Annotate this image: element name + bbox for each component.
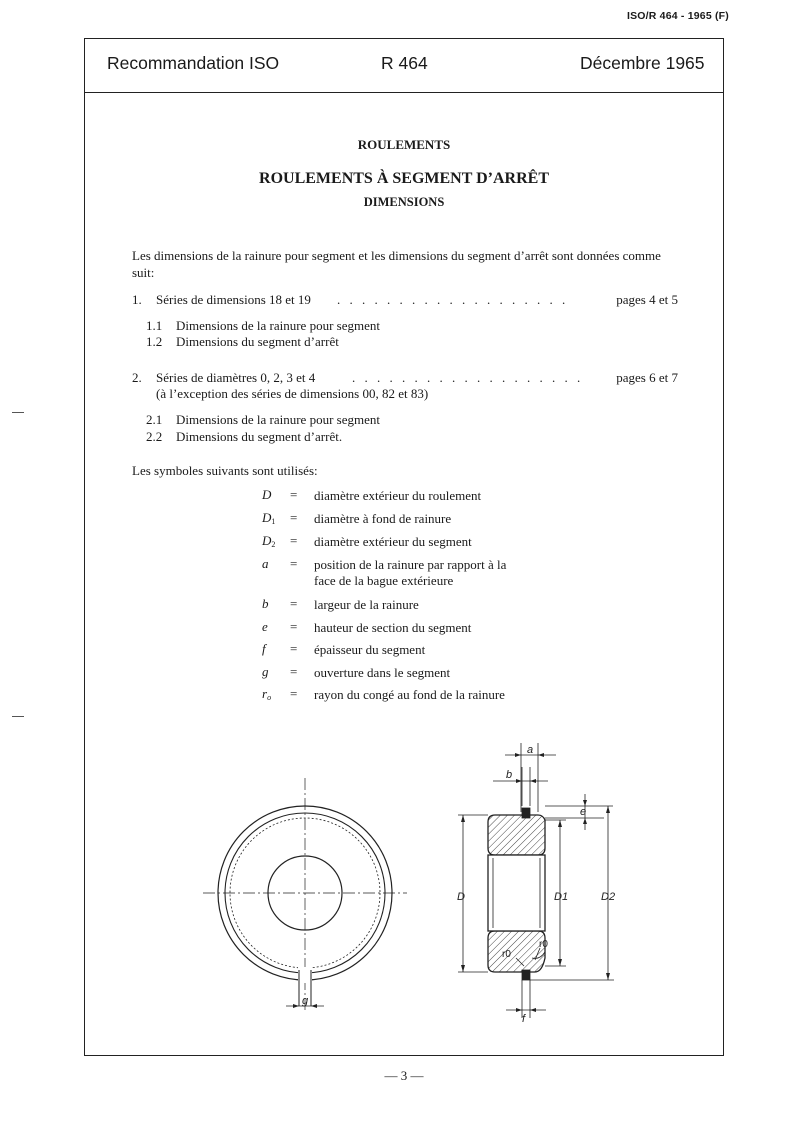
definition-b: largeur de la rainure bbox=[314, 597, 419, 612]
item-2-2-text: Dimensions du segment d’arrêt. bbox=[176, 429, 343, 444]
definition-e: hauteur de section du segment bbox=[314, 620, 472, 635]
symbol-D1: $D_1$ bbox=[262, 510, 276, 526]
definition-D1: diamètre à fond de rainure bbox=[314, 511, 452, 526]
item-1-1-number: 1.1 bbox=[146, 318, 163, 333]
definition-r0: rayon du congé au fond de la rainure bbox=[314, 687, 505, 702]
front-view bbox=[203, 778, 407, 1012]
label-g: g bbox=[302, 995, 309, 1007]
symbol-D2: $D_2$ bbox=[262, 533, 276, 549]
symbol-D: D bbox=[262, 487, 272, 502]
document-reference: ISO/R 464 - 1965 (F) bbox=[626, 10, 729, 22]
label-D: D bbox=[457, 891, 465, 903]
symbol-e: e bbox=[262, 619, 268, 634]
item-1-2-number: 1.2 bbox=[146, 334, 163, 349]
equals-sign: = bbox=[290, 533, 298, 548]
section-1-title: Séries de dimensions 18 et 19 bbox=[156, 292, 311, 307]
equals-sign: = bbox=[290, 641, 298, 656]
definition-a-continued: face de la bague extérieure bbox=[314, 573, 454, 588]
item-2-2-number: 2.2 bbox=[146, 429, 163, 444]
header-recommendation: Recommandation ISO bbox=[107, 53, 280, 73]
definition-f: épaisseur du segment bbox=[314, 642, 426, 657]
symbol-b: b bbox=[262, 596, 269, 611]
supertitle: ROULEMENTS bbox=[357, 137, 451, 152]
definition-g: ouverture dans le segment bbox=[314, 665, 451, 680]
item-1-1-text: Dimensions de la rainure pour segment bbox=[176, 318, 380, 333]
intro-paragraph: Les dimensions de la rainure pour segment et les dimensions du segment d’arrêt sont données comme suit: bbox=[132, 248, 661, 280]
section-2-number: 2. bbox=[132, 370, 142, 385]
margin-mark bbox=[12, 412, 24, 413]
label-a: a bbox=[527, 744, 534, 756]
section-1-dot-leader: . . . . . . . . . . . . . . . . . . . bbox=[337, 292, 569, 307]
section-1-pages: pages 4 et 5 bbox=[616, 292, 678, 307]
equals-sign: = bbox=[290, 596, 298, 611]
label-r0-outer: r0 bbox=[539, 939, 548, 950]
item-2-1-number: 2.1 bbox=[146, 412, 163, 427]
label-D1: D1 bbox=[554, 891, 569, 903]
section-1-number: 1. bbox=[132, 292, 142, 307]
header-date: Décembre 1965 bbox=[580, 53, 705, 73]
definition-D2: diamètre extérieur du segment bbox=[314, 534, 472, 549]
section-2-title: Séries de diamètres 0, 2, 3 et 4 bbox=[156, 370, 316, 385]
item-1-2-text: Dimensions du segment d’arrêt bbox=[176, 334, 339, 349]
label-r0-inner: r0 bbox=[502, 949, 511, 960]
equals-sign: = bbox=[290, 556, 298, 571]
label-b: b bbox=[506, 769, 513, 781]
section-2-dot-leader: . . . . . . . . . . . . . . . . . . . bbox=[352, 370, 584, 385]
equals-sign: = bbox=[290, 487, 298, 502]
equals-sign: = bbox=[290, 510, 298, 525]
definition-a: position de la rainure par rapport à la bbox=[314, 557, 507, 572]
section-2-note: (à l’exception des séries de dimensions 00, 82 et 83) bbox=[156, 386, 429, 401]
symbol-f: f bbox=[262, 641, 266, 656]
symbol-g: g bbox=[262, 664, 269, 679]
symbol-a: a bbox=[262, 556, 269, 571]
definition-D: diamètre extérieur du roulement bbox=[314, 488, 482, 503]
label-f: f bbox=[522, 1013, 526, 1025]
equals-sign: = bbox=[290, 686, 298, 701]
subtitle: DIMENSIONS bbox=[363, 195, 445, 209]
page-title: ROULEMENTS À SEGMENT D’ARRÊT bbox=[259, 170, 549, 187]
equals-sign: = bbox=[290, 619, 298, 634]
header-number: R 464 bbox=[381, 53, 428, 73]
symbol-r0: $r_o$ bbox=[262, 686, 272, 702]
page-number: — 3 — bbox=[384, 1068, 424, 1083]
symbols-intro: Les symboles suivants sont utilisés: bbox=[132, 463, 318, 478]
margin-mark bbox=[12, 716, 24, 717]
section-view bbox=[488, 808, 545, 980]
label-D2: D2 bbox=[601, 891, 616, 903]
section-2-pages: pages 6 et 7 bbox=[616, 370, 678, 385]
label-e: e bbox=[580, 806, 587, 818]
item-2-1-text: Dimensions de la rainure pour segment bbox=[176, 412, 380, 427]
equals-sign: = bbox=[290, 664, 298, 679]
